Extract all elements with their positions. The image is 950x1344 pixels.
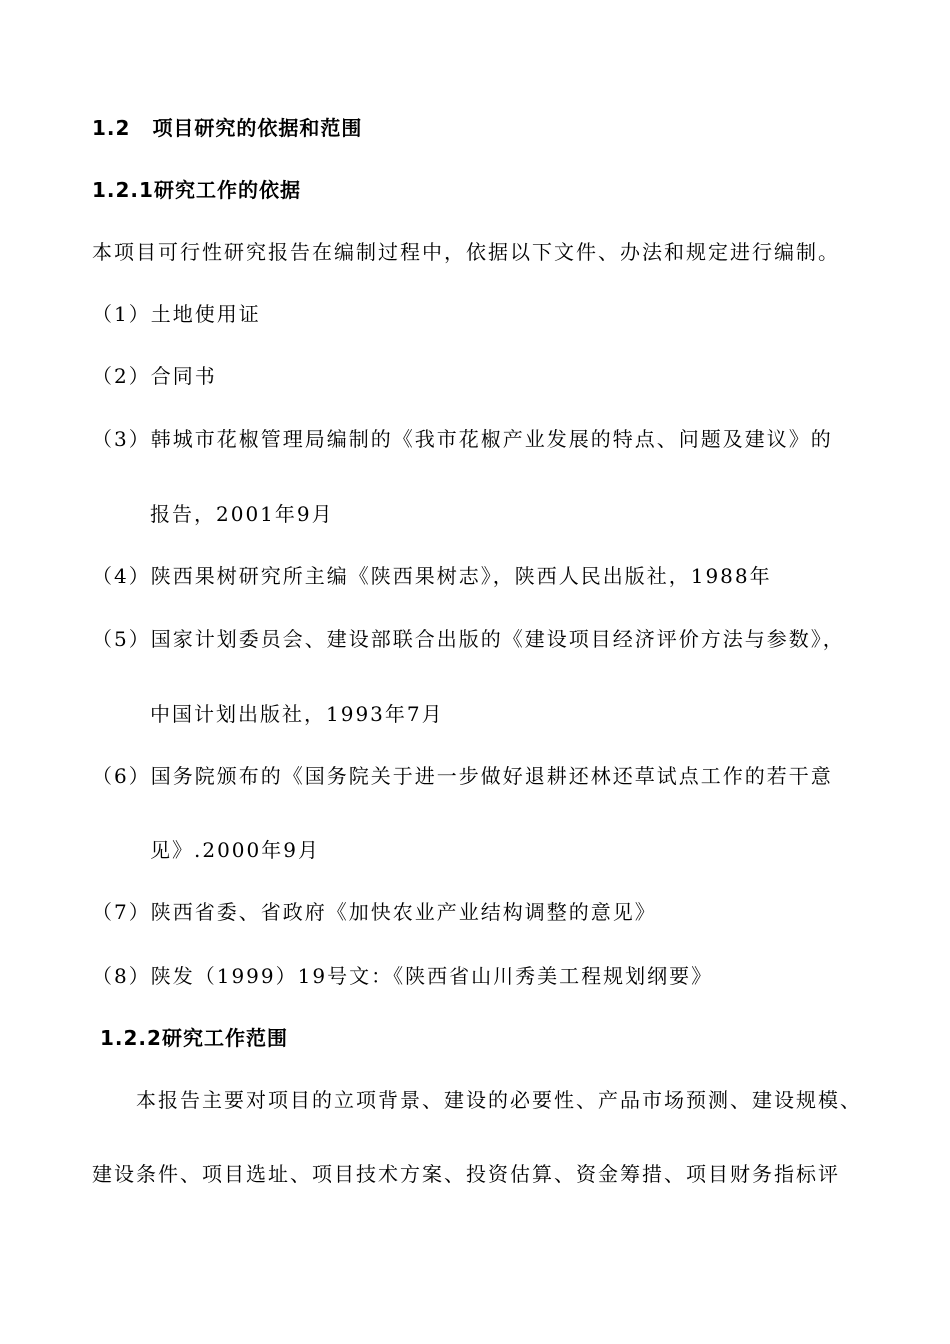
list-item-5-continuation: 中国计划出版社，1993年7月 <box>150 702 444 726</box>
intro-paragraph: 本项目可行性研究报告在编制过程中，依据以下文件、办法和规定进行编制。 <box>92 240 840 264</box>
section-title: 项目研究的依据和范围 <box>152 116 363 140</box>
section-number: 1.2 <box>92 116 131 140</box>
list-item-3-continuation: 报告，2001年9月 <box>150 502 334 526</box>
list-item-6-continuation: 见》.2000年9月 <box>150 838 320 862</box>
list-item-2: （2）合同书 <box>92 364 217 388</box>
section-heading <box>92 114 362 142</box>
subsection-heading-basis: 1.2.1研究工作的依据 <box>92 178 301 202</box>
scope-paragraph-line-1: 本报告主要对项目的立项背景、建设的必要性、产品市场预测、建设规模、 <box>136 1088 862 1112</box>
list-item-1: （1）土地使用证 <box>92 302 261 326</box>
list-item-7: （7）陕西省委、省政府《加快农业产业结构调整的意见》 <box>92 900 657 924</box>
scope-paragraph-line-2: 建设条件、项目选址、项目技术方案、投资估算、资金筹措、项目财务指标评 <box>92 1162 840 1186</box>
list-item-4: （4）陕西果树研究所主编《陕西果树志》，陕西人民出版社，1988年 <box>92 564 772 588</box>
list-item-3: （3）韩城市花椒管理局编制的《我市花椒产业发展的特点、问题及建议》的 <box>92 427 833 451</box>
list-item-8: （8）陕发（1999）19号文：《陕西省山川秀美工程规划纲要》 <box>92 964 714 988</box>
subsection-heading-scope: 1.2.2研究工作范围 <box>100 1026 288 1050</box>
list-item-5: （5）国家计划委员会、建设部联合出版的《建设项目经济评价方法与参数》， <box>92 627 845 651</box>
list-item-6: （6）国务院颁布的《国务院关于进一步做好退耕还林还草试点工作的若干意 <box>92 764 833 788</box>
